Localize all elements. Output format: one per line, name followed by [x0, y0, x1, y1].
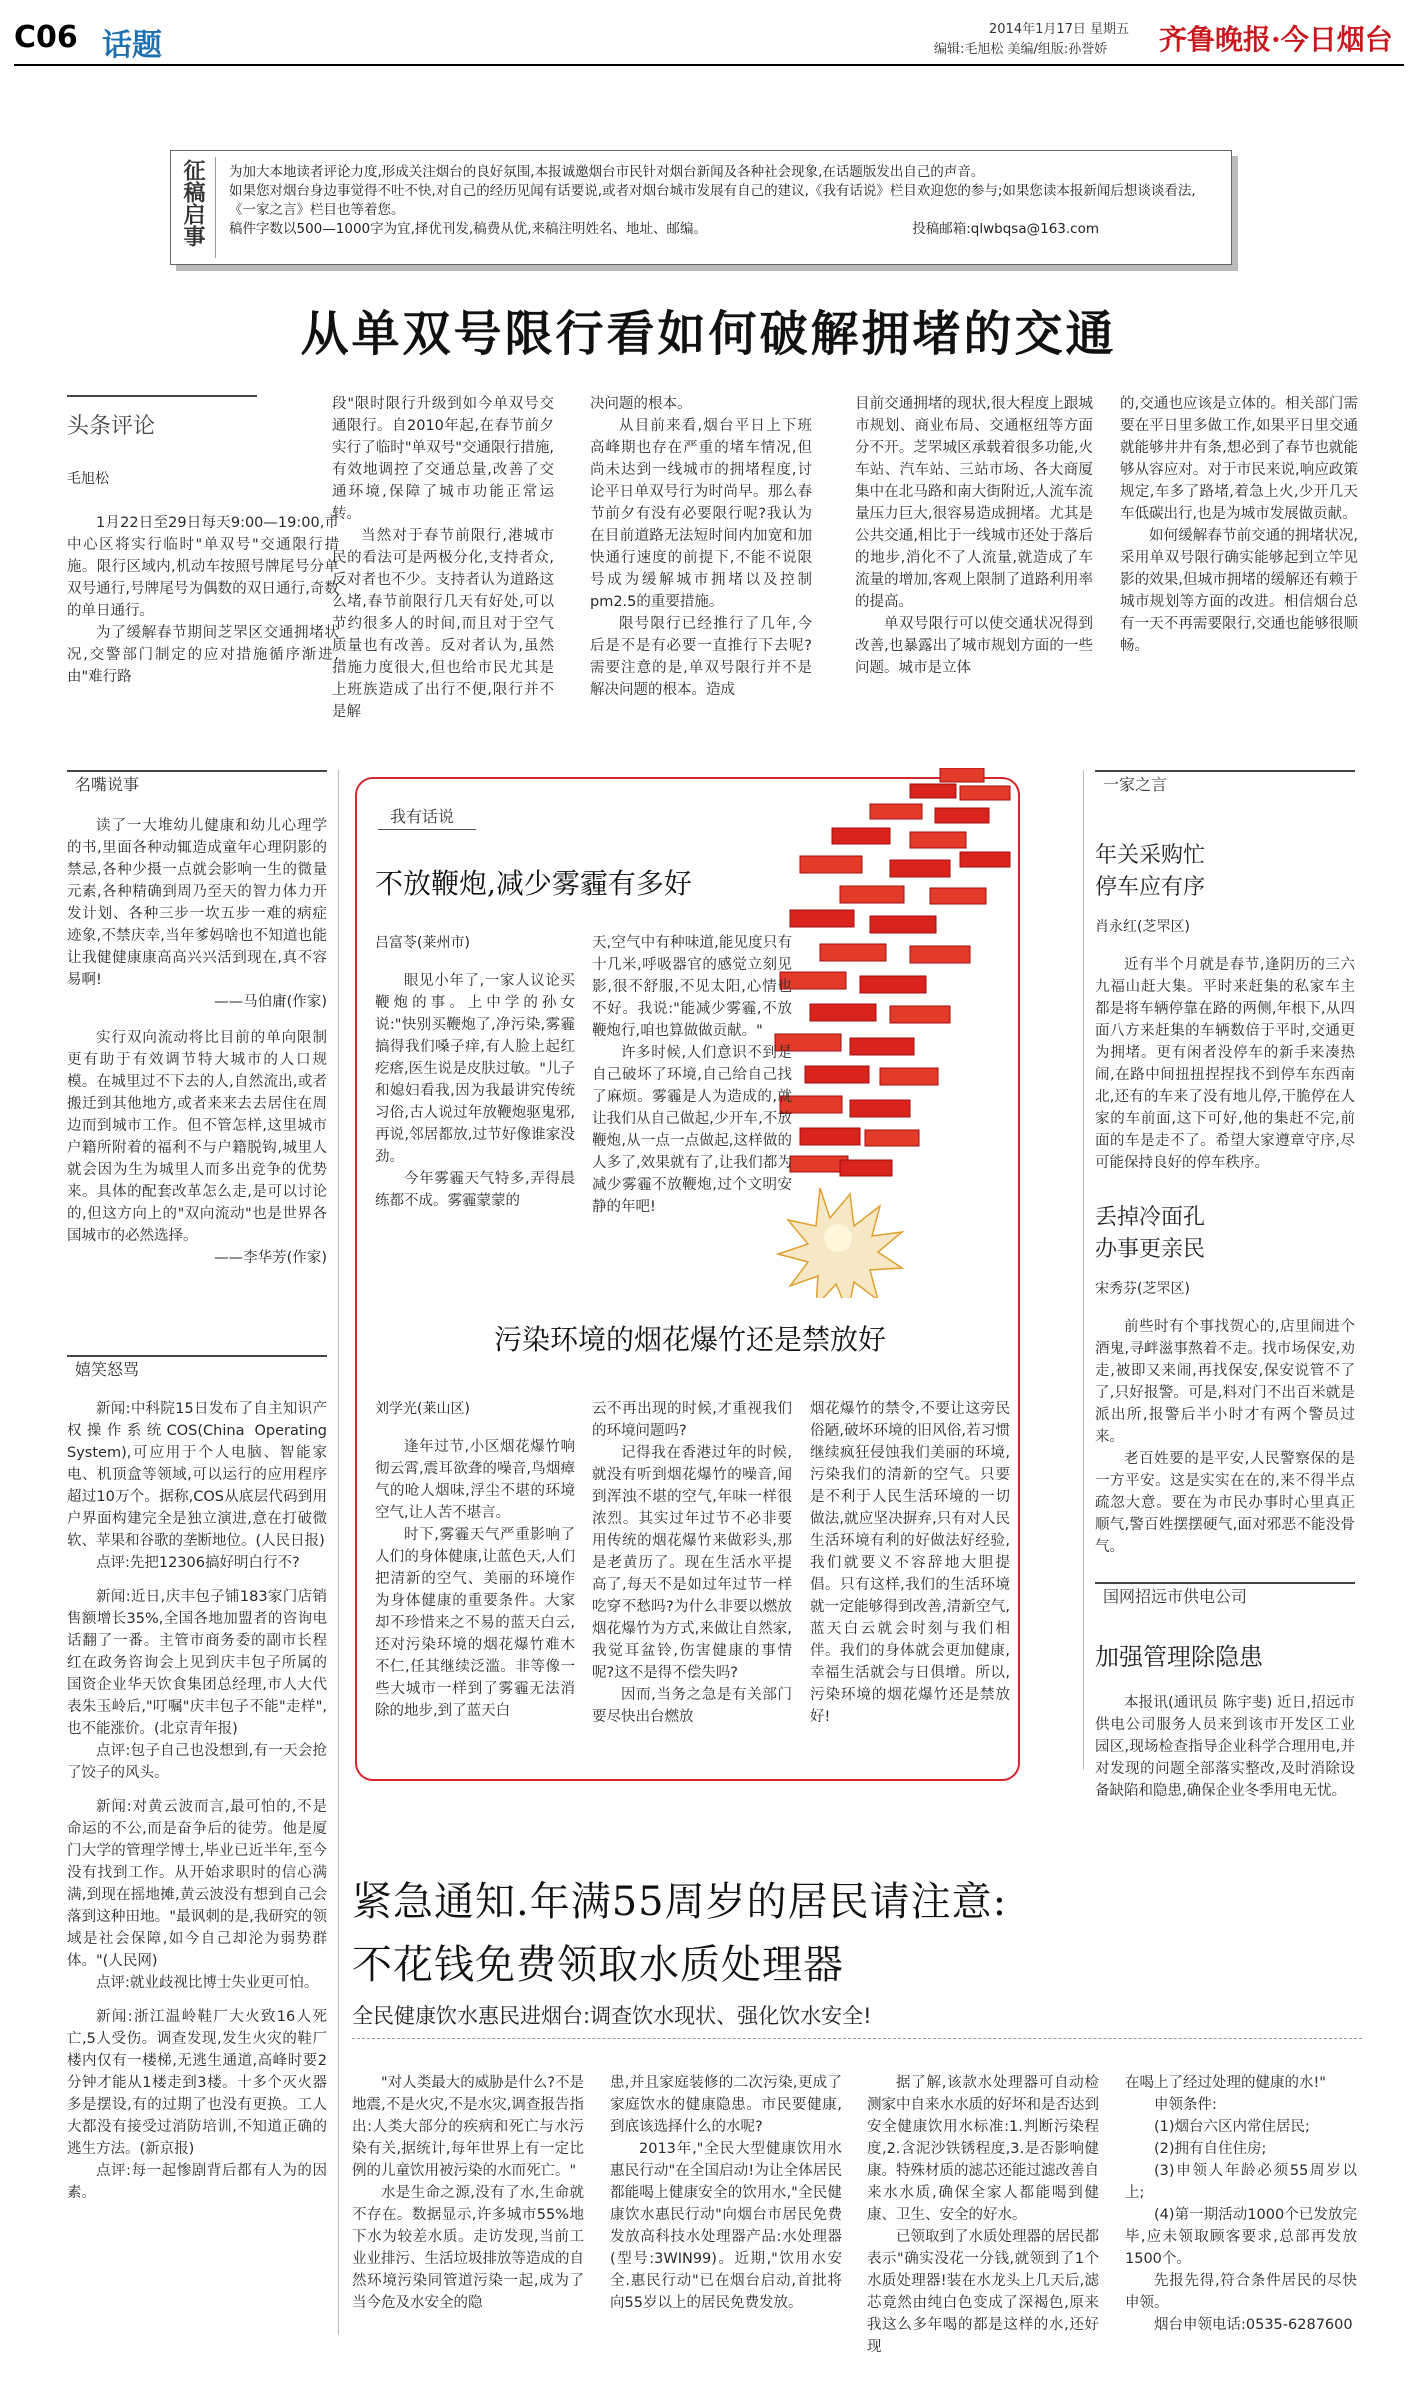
body-paragraph: (3)申领人年龄必须55周岁以上; [1125, 2163, 1357, 2201]
ad-col-1 [352, 2072, 584, 2314]
opinion-b-col-2 [592, 1398, 792, 1728]
notice-line: 稿件字数以500—1000字为宜,择优刊发,稿费从优,来稿注明姓名、地址、邮编。 [229, 221, 707, 237]
company-title: 加强管理除隐患 [1095, 1643, 1263, 1671]
body-paragraph: 眼见小年了,一家人议论买鞭炮的事。上中学的孙女说:"快别买鞭炮了,净污染,雾霾搞得我们嗓子痒,有人脸上起红疙瘩,医生说是皮肤过敏。"儿子和媳妇看我,因为我最讲究传统习俗,古人说过年放鞭炮驱鬼邪,再说,邻居都放,过节好像谁家没劲。 [375, 973, 575, 1165]
body-paragraph: 前些时有个事找贺心的,店里闹进个酒鬼,寻衅滋事熬着不走。找市场保安,劝走,被即又来闹,再找保安,保安说管不了了,只好报警。可是,料对门不出百米就是派出所,报警后半小时才有两个警员过来。 [1095, 1319, 1355, 1445]
body-paragraph: 老百姓要的是平安,人民警察保的是一方平安。这是实实在在的,来不得半点疏忽大意。要在为市民办事时心里真正顺气,警百姓摆摆硬气,面对邪恶不能没骨气。 [1095, 1451, 1355, 1555]
section-title: 话题 [102, 28, 162, 63]
opinion-b-author: 刘学光(莱山区) [375, 1401, 470, 1417]
lead-headline: 从单双号限行看如何破解拥堵的交通 [300, 306, 1117, 362]
page-header [14, 14, 1404, 66]
xixiao-section [67, 1355, 327, 2204]
body-paragraph: 天,空气中有种味道,能见度只有十几米,呼吸器官的感觉立刻见影,很不舒服,不见太阳,心情也不好。我说:"能减少雾霾,不放鞭炮行,咱也算做做贡献。" [592, 935, 792, 1039]
body-paragraph: 许多时候,人们意识不到是自己破坏了环境,自己给自己找了麻烦。雾霾是人为造成的,就让我们从自己做起,少开车,不放鞭炮,从一点一点做起,这样做的人多了,效果就有了,让我们都为减少雾霾不放鞭炮,过个文明安静的年吧! [592, 1045, 792, 1215]
opinion-b-col-3 [810, 1398, 1010, 1728]
body-paragraph: 新闻:对黄云波而言,最可怕的,不是命运的不公,而是奋争后的徒劳。他是厦门大学的管理学博士,毕业已近半年,至今没有找到工作。从开始求职时的信心满满,到现在摇地摊,黄云波没有想到自己会落到这种田地。"最讽刺的是,我研究的领域是社会保障,如今自己却沦为弱势群体。"(人民网) [67, 1799, 327, 1969]
body-paragraph: 实行双向流动将比目前的单向限制更有助于有效调节特大城市的人口规模。在城里过不下去的人,自然流出,或者搬迁到其他地方,或者来来去去居住在周边而到城市工作。但不管怎样,这里城市户籍所附着的福利不与户籍脱钩,城里人就会因为生为城里人而多出竞争的优势来。具体的配套改革怎么走,是可以讨论的,但这方向上的"双向流动"也是世界各国城市的必然选择。 [67, 1030, 327, 1244]
body-paragraph: 当然对于春节前限行,港城市民的看法可是两极分化,支持者众,反对者也不少。支持者认为道路这么堵,春节前限行几天有好处,可以节约很多人的时间,而且对于空气质量也有改善。反对者认为,虽然措施力度很大,但也给市民尤其是上班族造成了出行不便,限行并不是解 [332, 528, 554, 720]
body-paragraph: 从目前来看,烟台平日上下班高峰期也存在严重的堵车情况,但尚未达到一线城市的拥堵程度,讨论平日单双号行为时尚早。那么春节前夕有没有必要限行呢?我认为在目前道路无法短时间内加宽和加快通行速度的前提下,不能不说限号成为缓解城市拥堵以及控制pm2.5的重要措施。 [590, 418, 812, 610]
ad-subtitle: 全民健康饮水惠民进烟台:调查饮水现状、强化饮水安全! [352, 2004, 872, 2028]
body-paragraph: 今年雾霾天气特多,弄得晨练都不成。雾霾蒙蒙的 [375, 1171, 575, 1209]
newspaper-logo: 齐鲁晚报·今日烟台 [1159, 23, 1393, 56]
page-number: C06 [14, 20, 78, 55]
body-paragraph: 申领条件: [1154, 2097, 1217, 2113]
opinion-label: 我有话说 [378, 804, 476, 830]
editor-credits: 编辑:毛旭松 美编/组版:孙誉娇 [934, 42, 1108, 57]
body-paragraph: 在喝上了经过处理的健康的水!" [1125, 2075, 1326, 2091]
body-paragraph: 为了缓解春节期间芝罘区交通拥堵状况,交警部门制定的应对措施循序渐进,由"难行路 [67, 625, 339, 685]
lead-col-5 [1120, 393, 1358, 657]
body-paragraph: 记得我在香港过年的时候,就没有听到烟花爆竹的噪音,闻到浑浊不堪的空气,年味一样很浓烈。其实过年过节不必非要用传统的烟花爆竹来做彩头,那是老黄历了。现在生活水平提高了,每天不是如过年过节一样吃穿不愁吗?为什么非要以燃放烟花爆竹为方式,来做让自然家,我觉耳盆铃,伤害健康的事情呢?这不是得不偿失吗? [592, 1445, 792, 1681]
body-paragraph: 据了解,该款水处理器可自动检测家中自来水水质的好坏和是否达到安全健康饮用水标准:1.判断污染程度,2.含泥沙铁锈程度,3.是否影响健康。特殊材质的滤芯还能过滤改善自来水水质,确保全家人都能喝到健康、卫生、安全的好水。 [867, 2075, 1099, 2223]
body-paragraph: 决问题的根本。 [590, 396, 692, 412]
body-paragraph: 烟花爆竹的禁令,不要让这旁民俗陋,破坏环境的旧风俗,若习惯继续疯狂侵蚀我们美丽的环境,污染我们的清新的空气。只要是不利于人民生活环境的一切做法,就应坚决摒弃,只有对人民生活环境有利的好做法好经验,我们就要义不容辞地大胆提倡。只有这样,我们的生活环境就一定能够得到改善,清新空气,蓝天白云就会时刻与我们相伴。我们的身体就会更加健康,幸福生活就会与日俱增。所以,污染环境的烟花爆竹还是禁放好! [810, 1401, 1010, 1725]
body-paragraph: 点评:先把12306搞好明白行不? [96, 1555, 300, 1571]
body-paragraph: 如何缓解春节前交通的拥堵状况,采用单双号限行确实能够起到立竿见影的效果,但城市拥堵的缓解还有赖于城市规划等方面的改进。相信烟台总有一天不再需要限行,交通也能够很顺畅。 [1120, 528, 1358, 654]
body-paragraph: 点评:包子自己也没想到,有一天会抢了饺子的风头。 [67, 1743, 327, 1781]
opinion-a-col-1 [375, 970, 575, 1212]
lead-col-1 [67, 512, 339, 688]
opinion-a-col-2 [592, 932, 792, 1218]
body-paragraph: 水是生命之源,没有了水,生命就不存在。数据显示,许多城市55%地下水为较差水质。走访发现,当前工业业排污、生活垃圾排放等造成的自然环境污染同管道污染一起,成为了当今危及水安全的隐 [352, 2185, 584, 2311]
ad-col-2 [610, 2072, 842, 2314]
body-paragraph: "对人类最大的威胁是什么?不是地震,不是火灾,不是水灾,调查报告指出:人类大部分的疾病和死亡与水污染有关,据统计,每年世界上有一定比例的儿童饮用被污染的水而死亡。" [352, 2075, 584, 2179]
lead-col-4 [855, 393, 1093, 679]
right-a-author: 肖永红(芝罘区) [1095, 919, 1190, 935]
opinion-b-title: 污染环境的烟花爆竹还是禁放好 [493, 1323, 886, 1356]
body-paragraph: 1月22日至29日每天9:00—19:00,市中心区将实行临时"单双号"交通限行措施。限行区域内,机动车按照号牌尾号分单双号通行,号牌尾号为偶数的双日通行,奇数的单日通行。 [67, 515, 339, 619]
body-paragraph: 先报先得,符合条件居民的尽快申领。 [1125, 2273, 1357, 2311]
right-b-title: 丢掉冷面孔 办事更亲民 [1095, 1205, 1206, 1262]
issue-date: 2014年1月17日 星期五 [989, 22, 1130, 37]
ad-col-3 [867, 2072, 1099, 2358]
ad-phone[interactable]: 烟台申领电话:0535-6287600 [1154, 2317, 1353, 2333]
yijia-label: 一家之言 [1095, 770, 1355, 795]
lead-col-2 [332, 393, 554, 723]
ad-title-1: 紧急通知.年满55周岁的居民请注意: [352, 1879, 1008, 1925]
body-paragraph: ——李华芳(作家) [214, 1250, 327, 1266]
notice-line: 如果您对烟台身边事觉得不吐不快,对自己的经历见闻有话要说,或者对烟台城市发展有自己的建议,《我有话说》栏目欢迎您的参与;如果您读本报新闻后想谈谈看法,《一家之言》栏目也等着您。 [229, 183, 1196, 218]
body-paragraph: 时下,雾霾天气严重影响了人们的身体健康,让蓝色天,人们把清新的空气、美丽的环境作为身体健康的重要条件。大家却不珍惜来之不易的蓝天白云,还对污染环境的烟花爆竹难木不仁,任其继续泛滥。非等像一些大城市一样到了雾霾无法消除的地步,到了蓝天白 [375, 1527, 575, 1719]
company-section [1095, 1582, 1355, 1802]
body-paragraph: 患,并且家庭装修的二次污染,更成了家庭饮水的健康隐患。市民要健康,到底该选择什么的水呢? [610, 2075, 842, 2135]
body-paragraph: 云不再出现的时候,才重视我们的环境问题吗? [592, 1401, 792, 1439]
body-paragraph: 限号限行已经推行了几年,今后是不是有必要一直推行下去呢?需要注意的是,单双号限行并不是解决问题的根本。造成 [590, 616, 812, 698]
body-paragraph: 2013年,"全民大型健康饮用水惠民行动"在全国启动!为让全体居民都能喝上健康安全的饮用水,"全民健康饮水惠民行动"向烟台市居民免费发放高科技水处理器产品:水处理器(型号:3WIN99)。近期,"饮用水安全.惠民行动"已在烟台启动,首批将向55岁以上的居民免费发放。 [610, 2141, 842, 2311]
yijia-section [1095, 770, 1355, 1558]
body-paragraph: 点评:每一起惨剧背后都有人为的因素。 [67, 2163, 327, 2201]
column-tag: 头条评论 [67, 395, 257, 440]
body-paragraph: 新闻:近日,庆丰包子铺183家门店销售额增长35%,全国各地加盟者的咨询电话翻了一番。主管市商务委的副市长程红在政务咨询会上见到庆丰包子所属的国资企业华天饮食集团总经理,市人大代表朱玉岭后,"叮嘱"庆丰包子不能"走样",也不能涨价。(北京青年报) [67, 1589, 327, 1737]
body-paragraph: 新闻:浙江温岭鞋厂大火致16人死亡,5人受伤。调查发现,发生火灾的鞋厂楼内仅有一楼梯,无逃生通道,高峰时要2分钟才能从1楼走到3楼。十多个灭火器多是摆设,有的过期了也没有更换。工人大都没有接受过消防培训,不知道正确的逃生方法。(新京报) [67, 2009, 327, 2157]
lead-col-3 [590, 393, 812, 701]
company-label: 国网招远市供电公司 [1095, 1582, 1355, 1607]
opinion-b-col-1 [375, 1436, 575, 1722]
body-paragraph: 目前交通拥堵的现状,很大程度上跟城市规划、商业布局、交通枢纽等方面分不开。芝罘城区承载着很多功能,火车站、汽车站、三站市场、各大商厦集中在北马路和南大街附近,人流车流量压力巨大,很容易造成拥堵。尤其是公共交通,相比于一线城市还处于落后的地步,消化不了人流量,就造成了车流量的增加,客观上限制了道路利用率的提高。 [855, 396, 1093, 610]
body-paragraph: 读了一大堆幼儿健康和幼儿心理学的书,里面各种动辄造成童年心理阴影的禁忌,各种少摄一点就会影响一生的微量元素,各种精确到周乃至天的智力体力开发计划、各种三步一坎五步一难的病症迹象,不禁庆幸,当年爹妈啥也不知道也能让我健健康康高高兴兴活到现在,真不容易啊! [67, 818, 327, 988]
lead-author: 毛旭松 [67, 471, 109, 487]
right-a-title: 年关采购忙 停车应有序 [1095, 843, 1206, 900]
body-paragraph: 本报讯(通讯员 陈宇斐) 近日,招远市供电公司服务人员来到该市开发区工业园区,现场检查指导企业科学合理用电,并对发现的问题全部落实整改,及时消除设备缺陷和隐患,确保企业冬季用电无忧。 [1095, 1695, 1355, 1799]
body-paragraph: ——马伯庸(作家) [214, 994, 327, 1010]
notice-line: 为加大本地读者评论力度,形成关注烟台的良好氛围,本报诚邀烟台市民针对烟台新闻及各种社会现象,在话题版发出自己的声音。 [229, 164, 985, 180]
body-paragraph: 段"限时限行升级到如今单双号交通限行。自2010年起,在春节前夕实行了临时"单双号"交通限行措施,有效地调控了交通总量,改善了交通环境,保障了城市功能正常运转。 [332, 396, 554, 522]
body-paragraph: 已领取到了水质处理器的居民都表示"确实没花一分钱,就领到了1个水质处理器!装在水龙头上几天后,滤芯竟然由纯白色变成了深褐色,原来我这么多年喝的都是这样的水,还好现 [867, 2229, 1099, 2355]
body-paragraph: (2)拥有自住住房; [1154, 2141, 1267, 2157]
body-paragraph: 因而,当务之急是有关部门要尽快出台燃放 [592, 1687, 792, 1725]
notice-tag: 征稿启事 [180, 159, 206, 247]
body-paragraph: (1)烟台六区内常住居民; [1154, 2119, 1310, 2135]
body-paragraph: 新闻:中科院15日发布了自主知识产权操作系统COS(China Operating System),可应用于个人电脑、智能家电、机顶盒等领域,可以运行的应用程序超过10万个。据称,COS从底层代码到用户界面构建完全是独立演进,意在打破微软、苹果和谷歌的垄断地位。(人民日报) [67, 1401, 327, 1549]
mingzui-section [67, 770, 327, 1269]
mingzui-label: 名嘴说事 [67, 770, 327, 795]
xixiao-label: 嬉笑怒骂 [67, 1355, 327, 1380]
body-paragraph: 近有半个月就是春节,逢阴历的三六九福山赶大集。平时来赶集的私家车主都是将车辆停靠在路的两侧,年根下,从四面八方来赶集的车辆数倍于平时,交通更为拥堵。更有闲者没停车的新手来凑热闹,在路中间扭扭捏捏找不到停车东西南北,还有的车来了没有地儿停,干脆停在人家的车前面,这下可好,他的集赶不完,前面的车是走不了。希望大家遵章守序,尽可能保持良好的停车秩序。 [1095, 957, 1355, 1171]
firecracker-illustration [760, 768, 1060, 1298]
body-paragraph: 点评:就业歧视比博士失业更可怕。 [96, 1975, 319, 1991]
body-paragraph: (4)第一期活动1000个已发放完毕,应未领取顾客要求,总部再发放1500个。 [1125, 2207, 1357, 2267]
opinion-a-title: 不放鞭炮,减少雾霾有多好 [375, 867, 692, 900]
notice-body [229, 163, 1219, 239]
opinion-a-author: 吕富苓(莱州市) [375, 935, 470, 951]
notice-email[interactable]: 投稿邮箱:qlwbqsa@163.com [912, 221, 1099, 237]
body-paragraph: 单双号限行可以使交通状况得到改善,也暴露出了城市规划方面的一些问题。城市是立体 [855, 616, 1093, 676]
ad-title-2: 不花钱免费领取水质处理器 [352, 1942, 844, 1988]
body-paragraph: 的,交通也应该是立体的。相关部门需要在平日里多做工作,如果平日里交通就能够井井有条,想必到了春节也就能够从容应对。对于市民来说,响应政策规定,车多了路堵,着急上火,少开几天车低碳出行,也是为城市发展做贡献。 [1120, 396, 1358, 522]
right-b-author: 宋秀芬(芝罘区) [1095, 1281, 1190, 1297]
body-paragraph: 逢年过节,小区烟花爆竹响彻云霄,震耳欲聋的噪音,鸟烟瘴气的呛人烟味,浮尘不堪的环境空气,让人苦不堪言。 [375, 1439, 575, 1521]
call-for-papers [170, 150, 1232, 265]
ad-col-4 [1125, 2072, 1357, 2336]
